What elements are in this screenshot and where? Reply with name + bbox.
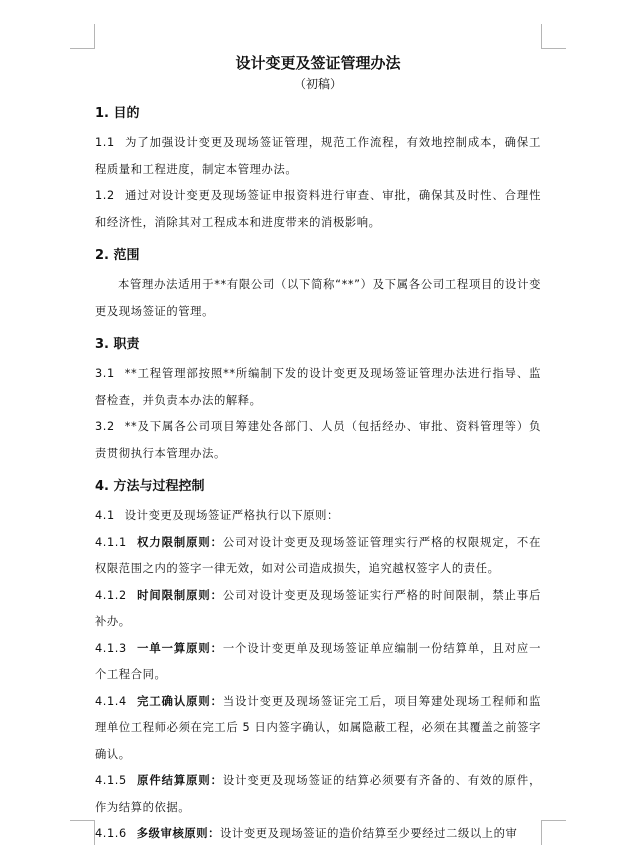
page-corner-mark-bottom-right [541, 820, 566, 845]
clause-text: 公司对设计变更及现场签证管理实行严格的权限规定，不在权限范围之内的签字一律无效，如对公司造成损失，追究越权签字人的责任。 [95, 535, 541, 575]
principle-label: 完工确认原则： [136, 694, 223, 708]
clause-number: 4.1.6 [95, 827, 127, 840]
document-page [95, 48, 541, 848]
clause-number: 4.1.2 [95, 588, 127, 602]
page-corner-mark-top-left [70, 24, 95, 49]
paragraph-4-1-1 [95, 530, 541, 583]
clause-number: 3.2 [95, 420, 115, 433]
clause-text: 设计变更及现场签证的造价结算至少要经过二级以上的审 [220, 827, 518, 840]
paragraph-4-1-4 [95, 689, 541, 769]
paragraph-3-1 [95, 361, 541, 414]
paragraph-3-2 [95, 414, 541, 467]
clause-text: 公司对设计变更及现场签证实行严格的时间限制，禁止事后补办。 [95, 588, 541, 628]
paragraph-4-1-6 [95, 821, 541, 848]
clause-text: 为了加强设计变更及现场签证管理，规范工作流程，有效地控制成本，确保工程质量和工程进度，制定本管理办法。 [95, 136, 541, 176]
paragraph-1-1 [95, 130, 541, 183]
principle-label: 一单一算原则： [136, 641, 223, 655]
clause-text: **及下属各公司项目筹建处各部门、人员（包括经办、审批、资料管理等）负责贯彻执行本管理办法。 [95, 420, 541, 460]
paragraph-4-1-5 [95, 768, 541, 821]
paragraph-4-1-2 [95, 583, 541, 636]
clause-number: 3.1 [95, 367, 115, 380]
page-corner-mark-top-right [541, 24, 566, 49]
paragraph-2: 本管理办法适用于**有限公司（以下简称“**”）及下属各公司工程项目的设计变更及现场签证的管理。 [95, 278, 541, 318]
section-heading-purpose: 1. 目的 [95, 106, 140, 121]
paragraph-4-1-3 [95, 636, 541, 689]
principle-label: 权力限制原则： [136, 535, 223, 549]
page-corner-mark-bottom-left [70, 820, 95, 845]
clause-text: 一个设计变更单及现场签证单应编制一份结算单，且对应一个工程合同。 [95, 641, 541, 681]
document-title: 设计变更及签证管理办法 [235, 54, 401, 72]
paragraph-1-2 [95, 183, 541, 236]
clause-text: 设计变更及现场签证的结算必须要有齐备的、有效的原件，作为结算的依据。 [95, 774, 541, 814]
clause-text: 通过对设计变更及现场签证申报资料进行审查、审批，确保其及时性、合理性和经济性，消除其对工程成本和进度带来的消极影响。 [95, 189, 541, 229]
clause-number: 4.1 [95, 509, 115, 522]
clause-text: **工程管理部按照**所编制下发的设计变更及现场签证管理办法进行指导、监督检查，并负责本办法的解释。 [95, 367, 541, 407]
section-heading-responsibilities: 3. 职责 [95, 337, 140, 352]
principle-label: 时间限制原则： [136, 588, 223, 602]
section-heading-methods: 4. 方法与过程控制 [95, 479, 205, 494]
clause-text: 设计变更及现场签证严格执行以下原则： [124, 509, 339, 522]
clause-number: 1.2 [95, 189, 115, 202]
principle-label: 多级审核原则： [136, 827, 221, 840]
clause-text: 当设计变更及现场签证完工后，项目筹建处现场工程师和监理单位工程师必须在完工后 5 日内签字确认，如属隐蔽工程，必须在其覆盖之前签字确认。 [95, 694, 541, 761]
document-subtitle: （初稿） [293, 77, 342, 91]
paragraph-4-1 [95, 503, 541, 530]
principle-label: 原件结算原则： [136, 774, 223, 787]
clause-number: 4.1.3 [95, 641, 127, 655]
clause-number: 4.1.1 [95, 535, 127, 549]
clause-number: 1.1 [95, 136, 115, 149]
section-heading-scope: 2. 范围 [95, 248, 140, 263]
clause-number: 4.1.4 [95, 694, 127, 708]
clause-number: 4.1.5 [95, 774, 127, 787]
